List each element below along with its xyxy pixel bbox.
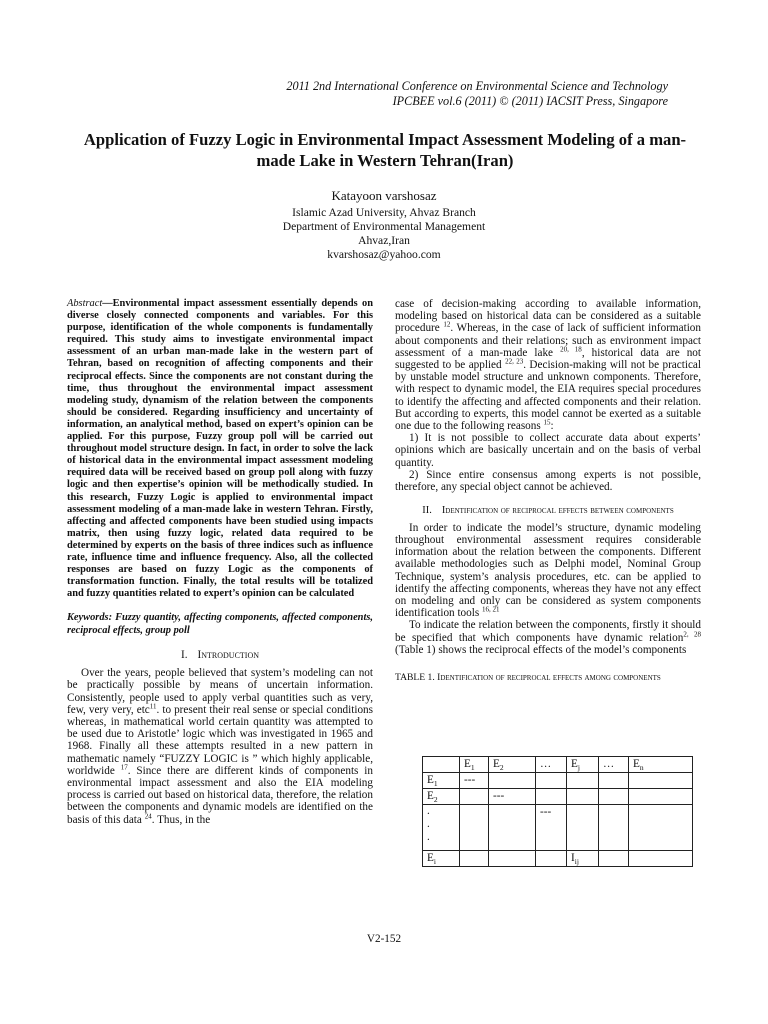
table-cell: . . . xyxy=(423,805,460,851)
table-cell: $E_j$ xyxy=(567,757,599,773)
author-email[interactable]: kvarshosaz@yahoo.com xyxy=(327,248,441,261)
table-cell xyxy=(460,805,489,851)
conference-header: 2011 2nd International Conference on Environmental Science and Technology xyxy=(286,79,668,93)
text-run: In order to indicate the model’s structure, dynamic modeling throughout environmental assessment requires considerable information about the relation between the components. Different available methodologies such as Delphi model, Nominal Group Technique, system’s analysis procedures, etc. can be applied to identify the affecting components, whereas they have not any effect on modeling and only can be considered as system components identification tools xyxy=(395,521,701,620)
table-cell xyxy=(460,851,489,867)
affiliation-line: Islamic Azad University, Ahvaz Branch xyxy=(292,206,476,219)
table-cell xyxy=(629,773,693,789)
citation: 24 xyxy=(144,811,152,820)
right-column xyxy=(395,298,701,684)
section-heading-identification xyxy=(395,505,701,518)
reason-1: 1) It is not possible to collect accurate data about experts’ opinions which are basically uncertain and on the basis of verbal quantity. xyxy=(395,432,701,469)
text-run: Over the years, people believed that system’s modeling can not be practically possible by means of uncertain information. Consistently, people used to apply verbal quantities such as very, few, very very, etc xyxy=(67,667,373,716)
keywords xyxy=(67,612,373,636)
table-row xyxy=(423,757,693,773)
citation: 12 xyxy=(443,320,451,329)
reciprocal-effects-table xyxy=(422,756,693,867)
section-number: I. xyxy=(180,648,188,661)
table-cell: … xyxy=(536,757,567,773)
table-cell xyxy=(536,851,567,867)
page-number: V2-152 xyxy=(366,933,402,945)
table-cell: --- xyxy=(489,789,536,805)
text-run: . to present their real sense or special conditions whereas, in mathematical world certain quantity was attempted to be used due to Aristotle’ logic which was investigated in 1965 and 1968. Finally all these attempts resulted in a new pattern in mathematic namely “FUZZY LOGIC is ” which highly applicable, worldwide xyxy=(67,703,373,777)
text-run: . Decision-making will not be practical by unstable model structure and unknown components. Therefore, with respect to dynamic model, the EIA requires special procedures to identify the affecting and affected components and their relation. But according to experts, this model cannot be exerted as a suitable one due to the following reasons xyxy=(395,359,701,433)
table-cell: $E_i$ xyxy=(423,851,460,867)
keywords-text: Fuzzy quantity, affecting components, affected components, reciprocal effects, group poll xyxy=(67,612,373,636)
continued-paragraph xyxy=(395,298,701,432)
text-run: case of decision-making according to available information, modeling based on historical data can be considered as a suitable procedure xyxy=(395,298,701,335)
table-cell xyxy=(536,773,567,789)
table-cell: $E_2$ xyxy=(423,789,460,805)
paper-title: Application of Fuzzy Logic in Environmental Impact Assessment Modeling of a man-made Lake in Western Tehran(Iran) xyxy=(83,130,687,170)
abstract xyxy=(67,298,373,600)
table-row xyxy=(423,805,693,851)
text-run: To indicate the relation between the components, firstly it should be specified that which components have dynamic relation xyxy=(395,619,701,644)
keywords-label: Keywords: xyxy=(67,612,113,624)
text-run: . Since there are different kinds of components in environmental impact assessment and also the EIA modeling process is carried out based on historical data, therefore, the relation between the components and dynamic models are identified on the basis of this data xyxy=(67,764,373,826)
table-row xyxy=(423,851,693,867)
section-heading-introduction xyxy=(67,649,373,662)
table-cell: … xyxy=(599,757,629,773)
table-cell xyxy=(489,851,536,867)
affiliation-line: Department of Environmental Management xyxy=(282,220,486,233)
citation: 22, 23 xyxy=(505,357,524,366)
table-cell: $E_n$ xyxy=(629,757,693,773)
citation: 2, 28 xyxy=(683,629,701,638)
table-cell: $E_1$ xyxy=(460,757,489,773)
table-cell: $I_{ij}$ xyxy=(567,851,599,867)
abstract-text: —Environmental impact assessment essentially depends on diverse closely connected components and variables. For this purpose, identification of the whole components is fundamentally required. This study aims to investigate environmental impact assessment of an urban man-made lake in the western part of Tehran, based on recognition of affecting components and their reciprocal effects. Since the components are not constant during the time, thus throughout the environmental impact assessment modeling study, dynamism of the relation between the components should be considered. Regarding insufficiency and uncertainty of information, an analytical method, based on expert’s opinion can be applied. For this purpose, Fuzzy group poll will be carried out throughout model structure design. In fact, in order to solve the lack of historical data in the environmental impact assessment modeling required data will be received based on group poll along with fuzzy logic and then expertise’s opinion will be methodically studied. In this research, Fuzzy Logic is applied to environmental impact assessment modeling of a man-made lake in western Tehran. Firstly, affecting and affected components have been studied using impacts matrix, then using fuzzy logic, related data required to be determined by experts on the basis of three indices such as influence rate, influence time and influence frequency. Also, all the collected responses are based on fuzzy Logic as the components of transformation function. Finally, the total results will be totalized and fuzzy quantities related to expert’s opinion can be calculated xyxy=(67,298,373,600)
text-run: , historical data are not suggested to be applied xyxy=(395,346,701,372)
caption-text: Identification of reciprocal effects among components xyxy=(437,671,661,683)
table-cell xyxy=(599,851,629,867)
table-cell xyxy=(489,773,536,789)
table-cell xyxy=(567,805,599,851)
section2-paragraph xyxy=(395,522,701,620)
citation: 11 xyxy=(149,702,157,711)
text-run: : xyxy=(550,420,554,433)
table-cell xyxy=(536,789,567,805)
table-cell xyxy=(599,773,629,789)
table-cell: --- xyxy=(460,773,489,789)
table-cell: --- xyxy=(536,805,567,851)
section-title: Introduction xyxy=(197,648,260,661)
table-cell xyxy=(567,773,599,789)
citation: 15 xyxy=(543,418,551,427)
text-run: . Whereas, in the case of lack of sufficient information about components and their relations; such as environment impact assessment of a man-made lake xyxy=(395,322,701,359)
table-cell xyxy=(629,851,693,867)
intro-paragraph xyxy=(67,667,373,826)
table-cell: $E_2$ xyxy=(489,757,536,773)
table-row xyxy=(423,773,693,789)
table-cell xyxy=(629,789,693,805)
abstract-label: Abstract xyxy=(67,298,103,309)
affiliation-line: Ahvaz,Iran xyxy=(358,234,410,247)
left-column xyxy=(67,298,373,826)
section-title: Identification of reciprocal effects between components xyxy=(441,505,674,517)
author-name: Katayoon varshosaz xyxy=(331,188,437,203)
table-cell: $E_1$ xyxy=(423,773,460,789)
author-affiliation xyxy=(0,206,768,262)
citation: 17 xyxy=(120,763,128,772)
publisher-header: IPCBEE vol.6 (2011) © (2011) IACSIT Press, Singapore xyxy=(392,94,668,108)
table-cell xyxy=(567,789,599,805)
table-cell xyxy=(629,805,693,851)
reason-2: 2) Since entire consensus among experts is not possible, therefore, any special object cannot be achieved. xyxy=(395,468,701,494)
text-run: (Table 1) shows the reciprocal effects of the model’s components xyxy=(395,643,687,656)
citation: 20, 18 xyxy=(560,345,582,354)
text-run: . Thus, in the xyxy=(151,813,211,826)
section2-paragraph xyxy=(395,619,701,656)
caption-prefix: TABLE 1. xyxy=(395,671,438,683)
table-caption xyxy=(395,672,701,684)
table-cell xyxy=(599,805,629,851)
table-cell xyxy=(423,757,460,773)
table-cell xyxy=(599,789,629,805)
section-number: II. xyxy=(422,505,432,517)
citation: 16, 21 xyxy=(482,605,500,614)
table-cell xyxy=(489,805,536,851)
table-row xyxy=(423,789,693,805)
table-cell xyxy=(460,789,489,805)
